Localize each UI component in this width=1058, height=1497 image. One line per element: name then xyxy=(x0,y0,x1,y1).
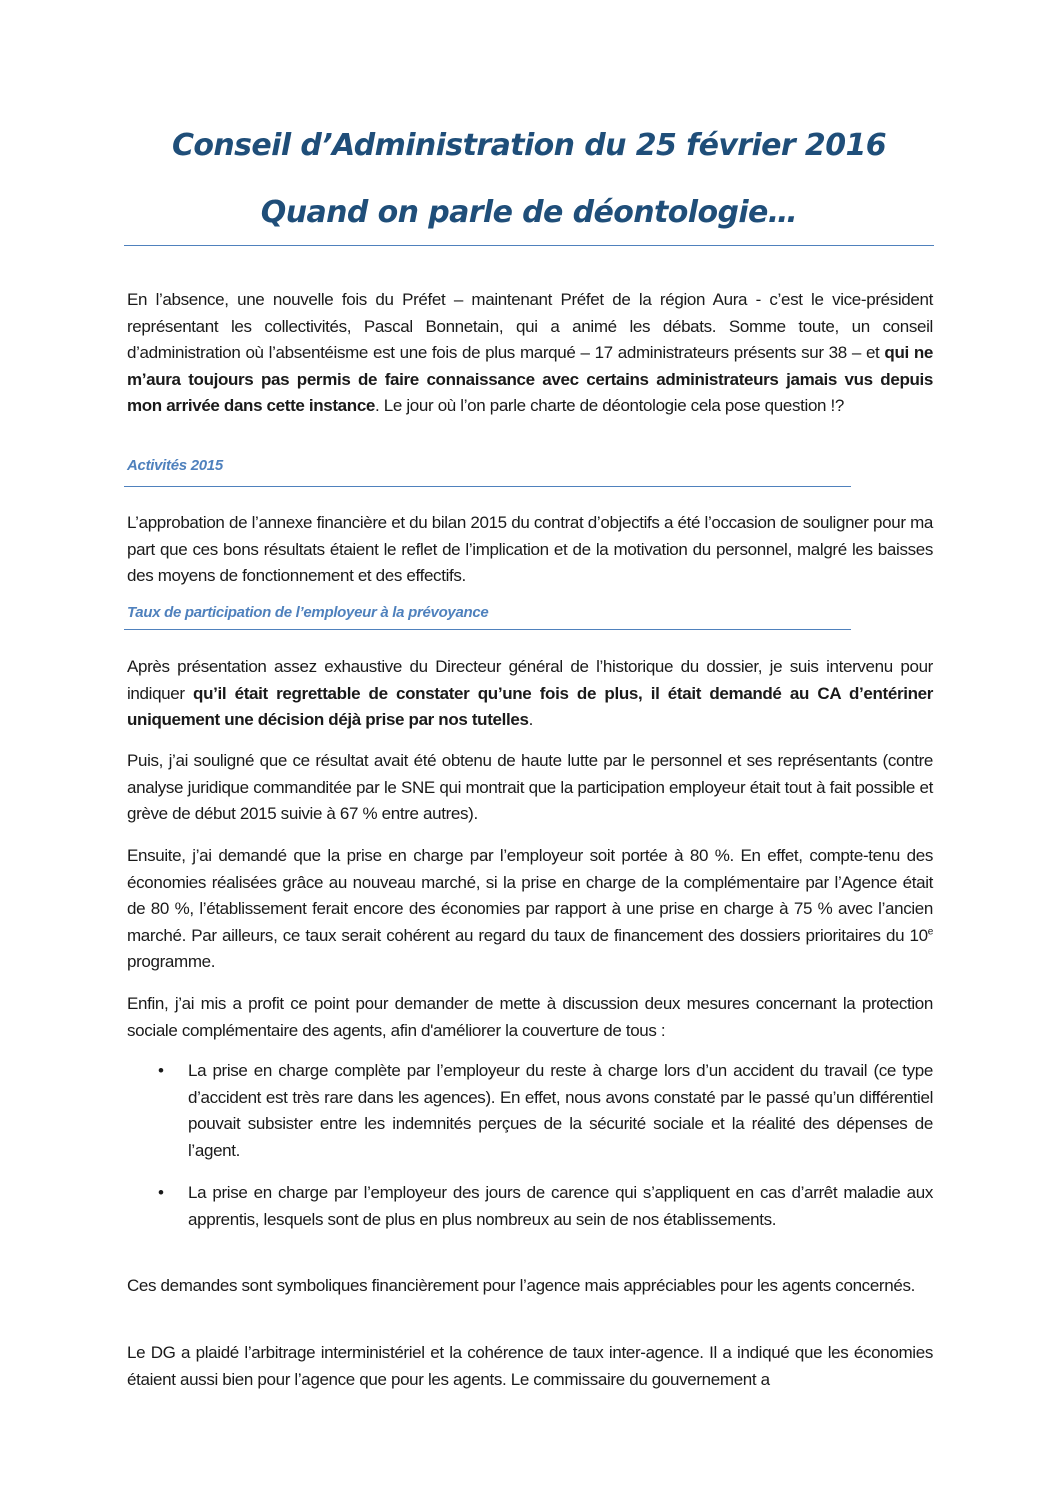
document-subtitle: Quand on parle de déontologie… xyxy=(260,195,798,230)
list-item-text: La prise en charge par l’employeur des jours de carence qui s’appliquent en cas d’arrêt maladie aux apprentis, lesquels sont de plus en plus nombreux au sein de nos établissements. xyxy=(188,1183,933,1229)
section-heading-activites: Activités 2015 xyxy=(127,457,223,474)
intro-paragraph xyxy=(127,287,933,420)
prevoyance-paragraph-1 xyxy=(127,654,933,734)
p3-text-start: Ensuite, j’ai demandé que la prise en charge par l’employeur soit portée à 80 %. En effet, compte-tenu des économies réalisées grâce au nouveau marché, si la prise en charge de la complémentaire par l’Agence était de 80 %, l’établissement ferait encore des économies par rapport à une prise en charge à 75 % avec l’ancien marché. Par ailleurs, ce taux serait cohérent au regard du taux de financement des dossiers prioritaires du 10 xyxy=(127,846,933,945)
bullet-icon: • xyxy=(158,1183,164,1202)
prevoyance-paragraph-3 xyxy=(127,843,933,976)
p1-text-end: . xyxy=(528,710,533,730)
intro-text-end: . Le jour où l’on parle charte de déontologie cela pose question !? xyxy=(375,396,844,416)
bullet-icon: • xyxy=(158,1061,164,1080)
p3-text-end: programme. xyxy=(127,952,216,972)
prevoyance-paragraph-2: Puis, j’ai souligné que ce résultat avait été obtenu de haute lutte par le personnel et ses représentants (contre analyse juridique commanditée par le SNE qui montrait que la participation employeur était tout à fait possible et grève de début 2015 suivie à 67 % entre autres). xyxy=(127,751,933,824)
prevoyance-paragraph-4: Enfin, j’ai mis a profit ce point pour demander de mette à discussion deux mesures concernant la protection sociale complémentaire des agents, afin d'améliorer la couverture de tous : xyxy=(127,994,933,1040)
intro-text-start: En l’absence, une nouvelle fois du Préfet – maintenant Préfet de la région Aura - c’est le vice-président représentant les collectivités, Pascal Bonnetain, qui a animé les débats. Somme toute, un conseil d’administration où l’absentéisme est une fois de plus marqué – 17 administrateurs présents sur 38 – et xyxy=(127,290,933,363)
document-title: Conseil d’Administration du 25 février 2016 xyxy=(171,128,887,163)
list-item-text: La prise en charge complète par l’employeur du reste à charge lors d’un accident du travail (ce type d’accident est très rare dans les agences). En effet, nous avons constaté par le passé qu’un différentiel pouvait subsister entre les indemnités perçues de la sécurité sociale et la réalité des dépenses de l’agent. xyxy=(188,1061,933,1160)
p3-superscript: e xyxy=(927,926,933,938)
activites-paragraph: L’approbation de l’annexe financière et du bilan 2015 du contrat d’objectifs a été l’occasion de souligner pour ma part que ces bons résultats étaient le reflet de l’implication et de la motivation du personnel, malgré les baisses des moyens de fonctionnement et des effectifs. xyxy=(127,513,933,586)
prevoyance-paragraph-5: Ces demandes sont symboliques financièrement pour l’agence mais appréciables pour les agents concernés. xyxy=(127,1276,915,1295)
section-divider-prevoyance xyxy=(124,629,851,630)
p1-text-start: Après présentation assez exhaustive du Directeur général de l’historique du dossier, je suis intervenu pour indiquer xyxy=(127,657,933,703)
section-heading-prevoyance: Taux de participation de l’employeur à la prévoyance xyxy=(127,604,489,621)
prevoyance-paragraph-6: Le DG a plaidé l’arbitrage interministériel et la cohérence de taux inter-agence. Il a indiqué que les économies étaient aussi bien pour l’agence que pour les agents. Le commissaire du gouvernement a xyxy=(127,1343,933,1389)
intro-bold-text: qui ne m’aura toujours pas permis de faire connaissance avec certains administrateurs jamais vus depuis mon arrivée dans cette instance xyxy=(127,343,933,416)
section-divider-activites xyxy=(124,486,851,487)
title-divider xyxy=(124,245,934,246)
p1-bold-text: qu’il était regrettable de constater qu’une fois de plus, il était demandé au CA d’entériner uniquement une décision déjà prise par nos tutelles xyxy=(127,683,933,730)
